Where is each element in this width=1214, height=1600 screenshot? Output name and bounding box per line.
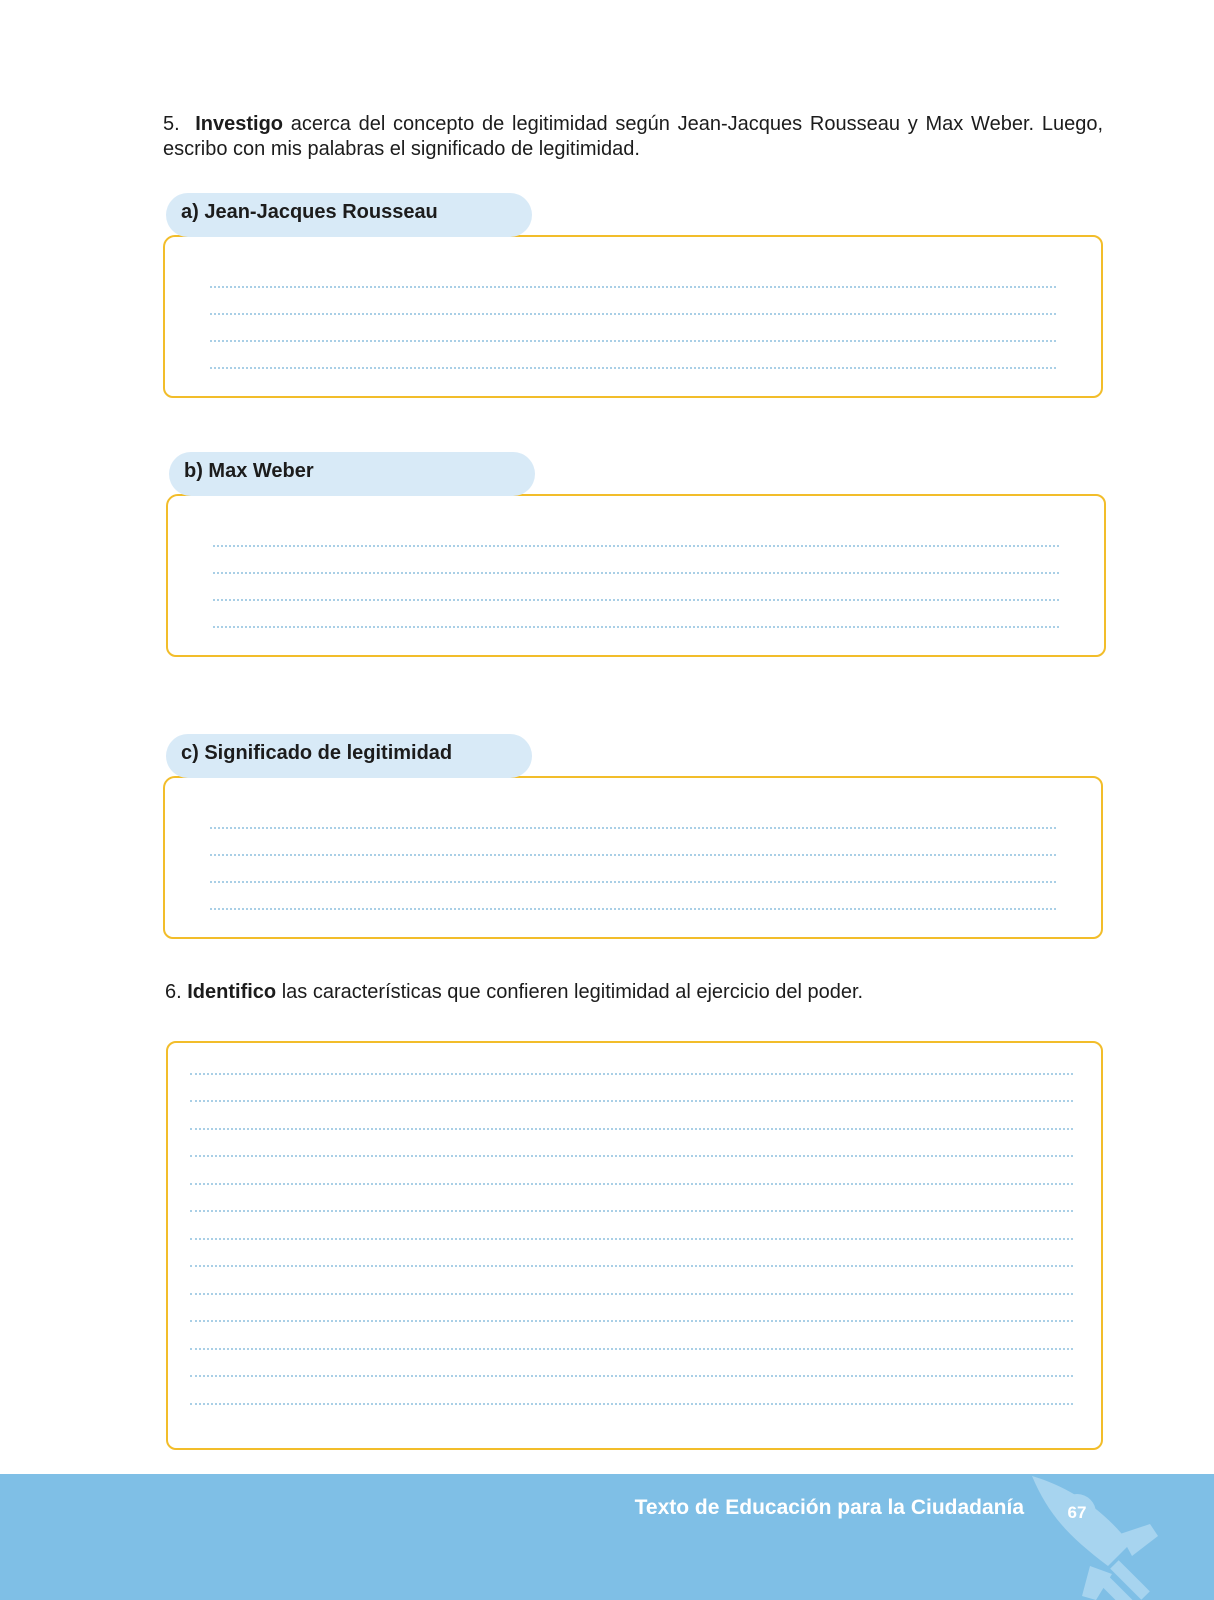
writing-lines	[165, 778, 1101, 937]
section-c-label: c) Significado de legitimidad	[181, 742, 453, 764]
question-5-verb: Investigo	[195, 113, 284, 135]
question-6-body: las características que confieren legitimidad al ejercicio del poder.	[276, 981, 864, 1003]
answer-box-weber[interactable]	[166, 494, 1106, 657]
section-a-tab	[166, 193, 532, 237]
section-b-label: b) Max Weber	[184, 460, 314, 482]
question-6-number: 6.	[165, 981, 182, 1003]
rocket-icon	[1020, 1474, 1180, 1600]
question-6-text	[165, 980, 1105, 1005]
answer-box-characteristics[interactable]	[166, 1041, 1103, 1450]
answer-box-rousseau[interactable]	[163, 235, 1103, 398]
answer-box-legitimacy[interactable]	[163, 776, 1103, 939]
page-number: 67	[1058, 1494, 1096, 1532]
question-5-number: 5.	[163, 113, 180, 135]
footer-band	[0, 1474, 1214, 1600]
section-b-tab	[169, 452, 535, 496]
footer-title: Texto de Educación para la Ciudadanía	[634, 1496, 1024, 1519]
section-c-tab	[166, 734, 532, 778]
question-5-text	[163, 112, 1103, 162]
question-6-verb: Identifico	[187, 981, 277, 1003]
question-5-body: acerca del concepto de legitimidad según Jean-Jacques Rousseau y Max Weber. Luego, escribo con mis palabras el significado de legitimidad.	[163, 113, 1103, 160]
section-a-label: a) Jean-Jacques Rousseau	[181, 201, 438, 223]
writing-lines	[168, 1043, 1101, 1448]
writing-lines	[165, 237, 1101, 396]
writing-lines	[168, 496, 1104, 655]
